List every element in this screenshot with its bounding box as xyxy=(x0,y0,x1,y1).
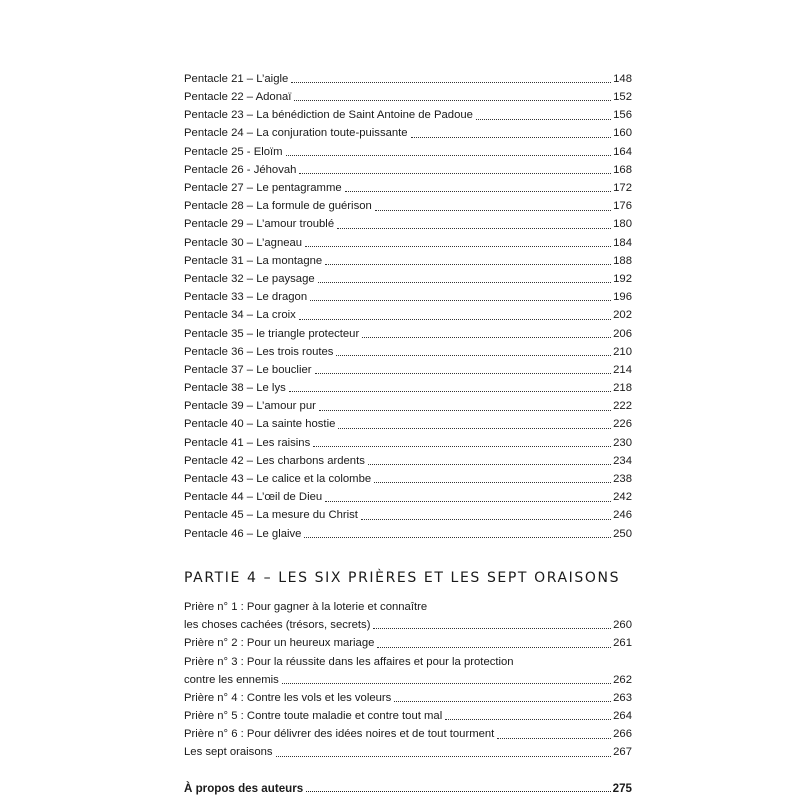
toc-entry[interactable] xyxy=(184,213,632,231)
dot-leader xyxy=(310,299,611,301)
toc-entry[interactable] xyxy=(184,85,632,103)
dot-leader xyxy=(497,737,611,739)
toc-entry-label: À propos des auteurs xyxy=(184,781,304,795)
toc-entry-page: 242 xyxy=(613,491,632,504)
dot-leader xyxy=(294,99,611,101)
toc-entry-label: Pentacle 27 – Le pentagramme xyxy=(184,182,342,195)
toc-entry[interactable] xyxy=(184,704,632,722)
toc-entry-page: 262 xyxy=(613,673,632,686)
toc-entry-page: 238 xyxy=(613,473,632,486)
toc-entry[interactable] xyxy=(184,722,632,740)
toc-entry-page: 156 xyxy=(613,109,632,122)
toc-entry-page: 188 xyxy=(613,254,632,267)
pentacle-toc-list xyxy=(184,67,632,540)
dot-leader xyxy=(299,172,611,174)
toc-entry-page: 226 xyxy=(613,418,632,431)
toc-entry-label: Pentacle 39 – L’amour pur xyxy=(184,400,316,413)
section-heading: PARTIE 4 – LES SIX PRIÈRES ET LES SEPT ORAISONS xyxy=(184,570,621,586)
about-authors-entry xyxy=(184,776,632,794)
toc-entry-label: Pentacle 45 – La mesure du Christ xyxy=(184,509,358,522)
toc-entry[interactable] xyxy=(184,394,632,412)
toc-entry[interactable] xyxy=(184,376,632,394)
dot-leader xyxy=(276,755,612,757)
toc-entry-page: 222 xyxy=(613,400,632,413)
toc-entry[interactable] xyxy=(184,485,632,503)
toc-entry-label: Pentacle 22 – Adonaï xyxy=(184,91,292,104)
dot-leader xyxy=(289,390,611,392)
toc-entry[interactable] xyxy=(184,449,632,467)
toc-entry-page: 263 xyxy=(613,691,632,704)
toc-entry-page: 152 xyxy=(613,91,632,104)
toc-entry[interactable] xyxy=(184,67,632,85)
dot-leader xyxy=(299,318,611,320)
dot-leader xyxy=(291,81,611,83)
toc-entry[interactable] xyxy=(184,358,632,376)
toc-entry-page: 275 xyxy=(612,781,632,795)
toc-entry-page: 234 xyxy=(613,454,632,467)
toc-entry-page: 266 xyxy=(613,728,632,741)
toc-entry[interactable] xyxy=(184,522,632,540)
toc-entry[interactable] xyxy=(184,158,632,176)
toc-entry-label: Pentacle 35 – le triangle protecteur xyxy=(184,327,360,340)
toc-entry-label: Pentacle 34 – La croix xyxy=(184,309,296,322)
prayers-toc-list xyxy=(184,595,632,759)
toc-entry[interactable] xyxy=(184,686,632,704)
toc-entry[interactable] xyxy=(184,176,632,194)
toc-entry-label: Pentacle 31 – La montagne xyxy=(184,254,323,267)
toc-entry-label: Pentacle 23 – La bénédiction de Saint Antoine de Padoue xyxy=(184,109,473,122)
dot-leader xyxy=(377,646,611,648)
toc-entry[interactable] xyxy=(184,741,632,759)
toc-entry-page: 246 xyxy=(613,509,632,522)
dot-leader xyxy=(375,209,611,211)
toc-entry-first-line: Prière n° 3 : Pour la réussite dans les affaires et pour la protection xyxy=(184,655,514,668)
toc-entry-label: Pentacle 44 – L’œil de Dieu xyxy=(184,491,323,504)
toc-entry-label: les choses cachées (trésors, secrets) xyxy=(184,619,371,632)
toc-entry-page: 202 xyxy=(613,309,632,322)
toc-entry[interactable] xyxy=(184,267,632,285)
dot-leader xyxy=(338,427,611,429)
toc-entry-page: 264 xyxy=(613,710,632,723)
dot-leader xyxy=(476,118,611,120)
toc-entry-label: Pentacle 38 – Le lys xyxy=(184,382,286,395)
toc-entry[interactable] xyxy=(184,249,632,267)
toc-entry-page: 172 xyxy=(613,182,632,195)
toc-entry-label: contre les ennemis xyxy=(184,673,279,686)
toc-entry[interactable] xyxy=(184,322,632,340)
toc-entry[interactable] xyxy=(184,613,632,631)
toc-entry-label: Pentacle 21 – L’aigle xyxy=(184,72,289,85)
toc-entry[interactable] xyxy=(184,431,632,449)
toc-entry-label: Pentacle 32 – Le paysage xyxy=(184,272,315,285)
dot-leader xyxy=(336,354,611,356)
toc-entry-page: 168 xyxy=(613,163,632,176)
dot-leader xyxy=(306,790,610,792)
toc-entry[interactable] xyxy=(184,303,632,321)
dot-leader xyxy=(286,154,612,156)
dot-leader xyxy=(345,190,612,192)
toc-entry-label: Pentacle 36 – Les trois routes xyxy=(184,345,334,358)
toc-entry-page: 218 xyxy=(613,382,632,395)
toc-entry-page: 250 xyxy=(613,527,632,540)
toc-entry-label: Prière n° 2 : Pour un heureux mariage xyxy=(184,637,375,650)
toc-entry-label: Pentacle 46 – Le glaive xyxy=(184,527,302,540)
dot-leader xyxy=(319,409,611,411)
dot-leader xyxy=(374,481,611,483)
toc-entry-page: 260 xyxy=(613,619,632,632)
toc-entry[interactable] xyxy=(184,103,632,121)
dot-leader xyxy=(325,263,611,265)
dot-leader xyxy=(373,627,611,629)
toc-entry-label: Prière n° 6 : Pour délivrer des idées noires et de tout tourment xyxy=(184,728,495,741)
dot-leader xyxy=(445,718,611,720)
toc-entry-page: 230 xyxy=(613,436,632,449)
toc-entry-first-line: Prière n° 1 : Pour gagner à la loterie et connaître xyxy=(184,601,428,614)
toc-entry-label: Pentacle 29 – L’amour troublé xyxy=(184,218,335,231)
toc-entry-page: 164 xyxy=(613,145,632,158)
toc-entry-page: 267 xyxy=(613,746,632,759)
dot-leader xyxy=(304,536,611,538)
toc-entry-page: 180 xyxy=(613,218,632,231)
toc-entry-label: Prière n° 4 : Contre les vols et les voleurs xyxy=(184,691,392,704)
toc-entry-label: Pentacle 28 – La formule de guérison xyxy=(184,200,372,213)
dot-leader xyxy=(411,136,612,138)
toc-entry-label: Prière n° 5 : Contre toute maladie et contre tout mal xyxy=(184,710,443,723)
toc-entry-label: Pentacle 41 – Les raisins xyxy=(184,436,311,449)
dot-leader xyxy=(394,700,611,702)
toc-entry-label: Pentacle 24 – La conjuration toute-puissante xyxy=(184,127,408,140)
toc-entry[interactable] xyxy=(184,776,632,794)
toc-entry[interactable] xyxy=(184,285,632,303)
toc-entry-page: 214 xyxy=(613,363,632,376)
toc-entry-label: Pentacle 40 – La sainte hostie xyxy=(184,418,336,431)
dot-leader xyxy=(318,281,611,283)
toc-entry[interactable] xyxy=(184,194,632,212)
toc-entry-label: Pentacle 26 - Jéhovah xyxy=(184,163,297,176)
toc-entry[interactable] xyxy=(184,467,632,485)
dot-leader xyxy=(305,245,611,247)
dot-leader xyxy=(282,682,611,684)
toc-entry-page: 148 xyxy=(613,72,632,85)
toc-entry-page: 192 xyxy=(613,272,632,285)
dot-leader xyxy=(361,518,611,520)
toc-entry-label: Les sept oraisons xyxy=(184,746,273,759)
toc-entry-page: 160 xyxy=(613,127,632,140)
dot-leader xyxy=(368,463,611,465)
toc-entry-page: 261 xyxy=(613,637,632,650)
toc-entry[interactable] xyxy=(184,122,632,140)
toc-entry-label: Pentacle 25 - Eloïm xyxy=(184,145,283,158)
dot-leader xyxy=(315,372,612,374)
toc-entry-page: 176 xyxy=(613,200,632,213)
toc-entry-label: Pentacle 42 – Les charbons ardents xyxy=(184,454,365,467)
dot-leader xyxy=(362,336,611,338)
dot-leader xyxy=(337,227,611,229)
toc-entry-page: 206 xyxy=(613,327,632,340)
toc-entry[interactable] xyxy=(184,631,632,649)
dot-leader xyxy=(313,445,611,447)
toc-entry-page: 210 xyxy=(613,345,632,358)
toc-entry[interactable] xyxy=(184,413,632,431)
toc-entry-page: 184 xyxy=(613,236,632,249)
toc-entry-label: Pentacle 43 – Le calice et la colombe xyxy=(184,473,372,486)
toc-entry-label: Pentacle 37 – Le bouclier xyxy=(184,363,312,376)
toc-entry[interactable] xyxy=(184,504,632,522)
toc-entry-label: Pentacle 33 – Le dragon xyxy=(184,291,308,304)
toc-entry-label: Pentacle 30 – L’agneau xyxy=(184,236,303,249)
toc-entry[interactable] xyxy=(184,340,632,358)
toc-entry[interactable] xyxy=(184,668,632,686)
toc-entry[interactable] xyxy=(184,140,632,158)
toc-entry-page: 196 xyxy=(613,291,632,304)
dot-leader xyxy=(325,500,611,502)
toc-entry[interactable] xyxy=(184,231,632,249)
